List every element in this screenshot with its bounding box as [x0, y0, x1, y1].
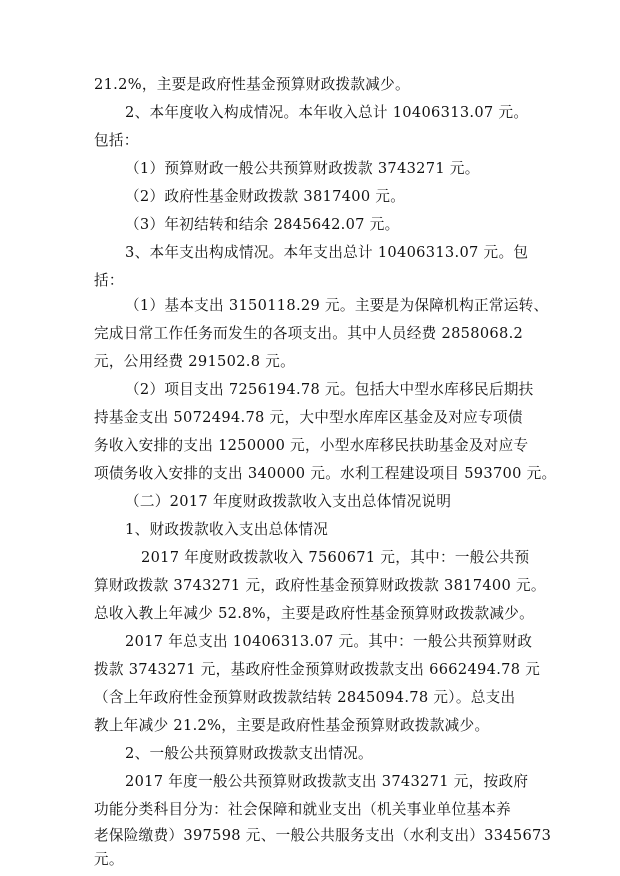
text-line: 2017 年总支出 10406313.07 元。其中：一般公共预算财政	[125, 633, 533, 650]
text-line: （3）年初结转和结余 2845642.07 元。	[125, 216, 400, 233]
text-line: 教上年减少 21.2%，主要是政府性基金预算财政拨款减少。	[94, 717, 490, 734]
text-line: 项债务收入安排的支出 340000 元。水利工程建设项目 593700 元。	[94, 465, 557, 482]
subsection-heading: 2、一般公共预算财政拨款支出情况。	[125, 745, 373, 762]
text-line: 2017 年度一般公共预算财政拨款支出 3743271 元，按政府	[125, 773, 529, 790]
text-line: 拨款 3743271 元，基政府性金预算财政拨款支出 6662494.78 元	[94, 661, 541, 678]
text-line: 2、本年度收入构成情况。本年收入总计 10406313.07 元。	[125, 104, 529, 121]
text-line: （1）基本支出 3150118.29 元。主要是为保障机构正常运转、	[125, 297, 549, 314]
subsection-heading: 1、财政拨款收入支出总体情况	[125, 521, 329, 538]
text-line: 功能分类科目分为：社会保障和就业支出（机关事业单位基本养	[94, 801, 512, 818]
text-line: 括：	[94, 272, 124, 289]
text-line: （含上年政府性金预算财政拨款结转 2845094.78 元）。总支出	[94, 689, 516, 706]
text-line: 包括：	[94, 132, 139, 149]
text-line: 元，公用经费 291502.8 元。	[94, 353, 296, 370]
text-line: 21.2%，主要是政府性基金预算财政拨款减少。	[94, 76, 410, 93]
text-line: 3、本年支出构成情况。本年支出总计 10406313.07 元。包	[125, 244, 529, 261]
text-line: （2）政府性基金财政拨款 3817400 元。	[125, 188, 406, 205]
text-line: 算财政拨款 3743271 元，政府性基金预算财政拨款 3817400 元。	[94, 577, 546, 594]
text-line: 元。	[94, 851, 124, 868]
section-heading: （二）2017 年度财政拨款收入支出总体情况说明	[125, 493, 452, 510]
text-line: （2）项目支出 7256194.78 元。包括大中型水库移民后期扶	[125, 381, 534, 398]
text-line: 务收入安排的支出 1250000 元，小型水库移民扶助基金及对应专	[94, 437, 529, 454]
text-line: 总收入教上年减少 52.8%，主要是政府性基金预算财政拨款减少。	[94, 605, 535, 622]
text-line: 完成日常工作任务而发生的各项支出。其中人员经费 2858068.2	[94, 325, 524, 342]
text-line: 2017 年度财政拨款收入 7560671 元，其中：一般公共预	[141, 549, 530, 566]
text-line: 持基金支出 5072494.78 元，大中型水库库区基金及对应专项债	[94, 409, 523, 426]
text-line: （1）预算财政一般公共预算财政拨款 3743271 元。	[125, 160, 480, 177]
text-line: 老保险缴费）397598 元、一般公共服务支出（水利支出）3345673	[94, 827, 552, 844]
